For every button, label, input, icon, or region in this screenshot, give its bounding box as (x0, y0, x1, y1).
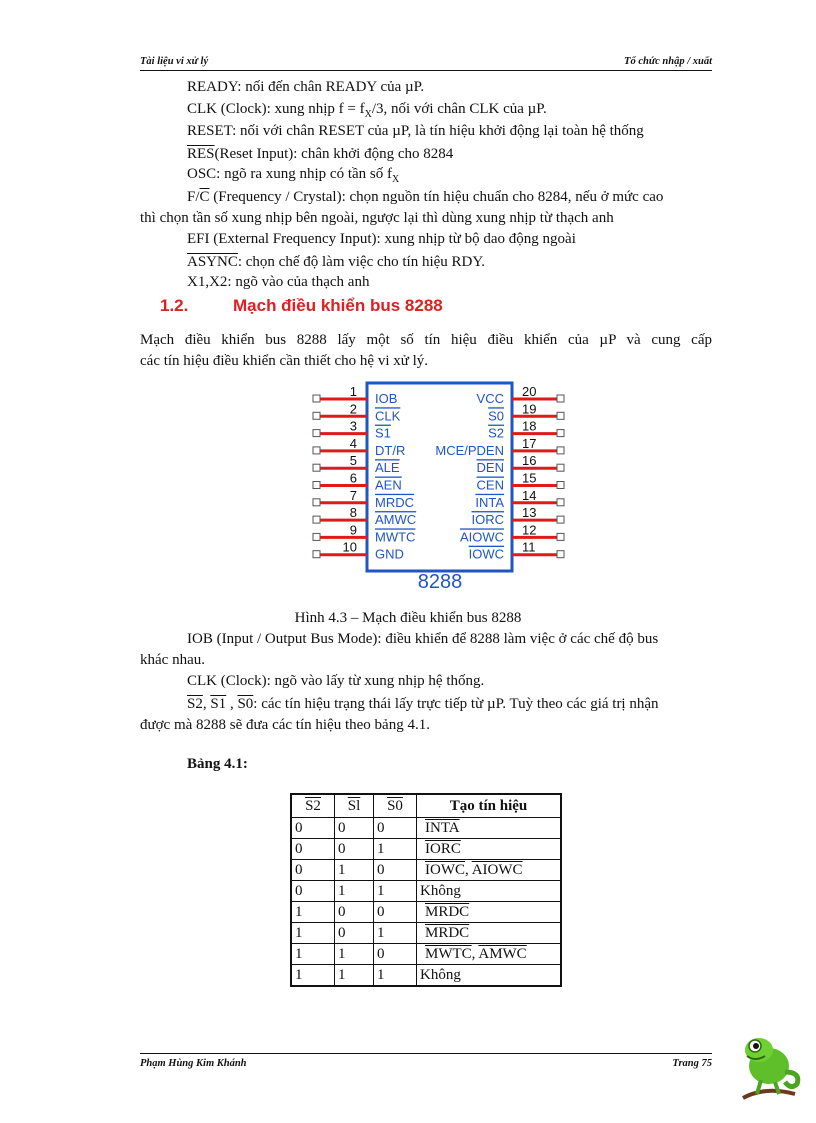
signal-name: MRDC (425, 904, 470, 920)
left-pin-label: AMWC (375, 512, 417, 528)
s2-name: S2 (187, 696, 203, 712)
line-fc-cont: thì chọn tần số xung nhịp bên ngoài, ngược lại thì dùng xung nhịp từ thạch anh (140, 210, 614, 226)
left-pin-number: 8 (349, 505, 357, 521)
cell-s1: 1 (335, 944, 374, 965)
desc-clk: CLK (Clock): ngõ vào lấy từ xung nhịp hệ thống. (187, 673, 485, 689)
signal-name: Không (420, 967, 461, 983)
signal-name-2: AMWC (478, 946, 527, 962)
chip-name: 8288 (417, 571, 463, 593)
sep-1: , (202, 696, 211, 712)
left-pin-pad (313, 395, 320, 402)
signal-name: Không (420, 883, 461, 899)
sep-2: , (226, 696, 238, 712)
signal-name: IORC (425, 841, 461, 857)
desc-status (187, 695, 659, 714)
right-pin-number: 19 (522, 401, 537, 417)
header-left: Tài liệu vi xử lý (140, 56, 209, 67)
table-row (291, 839, 561, 860)
left-pin-label: GND (375, 546, 404, 562)
left-pin-pad (313, 516, 320, 523)
right-pin-pad (557, 551, 564, 558)
cell-s1: 0 (335, 818, 374, 839)
desc-status-cont: được mà 8288 sẽ đưa các tín hiệu theo bảng 4.1. (140, 717, 430, 733)
right-pin-label: VCC (476, 391, 504, 406)
table-row (291, 818, 561, 839)
left-pin-pad (313, 447, 320, 454)
signal-name: MRDC (425, 925, 470, 941)
res-text: (Reset Input): chân khởi động cho 8284 (214, 146, 454, 162)
cell-signal (417, 944, 562, 965)
right-pin-pad (557, 533, 564, 540)
cell-s1: 0 (335, 923, 374, 944)
right-pin-pad (557, 482, 564, 489)
left-pin-pad (313, 482, 320, 489)
cell-s2: 0 (291, 860, 335, 881)
left-pin-number: 1 (349, 384, 357, 399)
right-pin-label: INTA (475, 494, 504, 510)
signal-name: IOWC (425, 862, 465, 878)
table-row (291, 881, 561, 902)
right-pin-number: 14 (522, 487, 537, 503)
cell-signal (417, 881, 562, 902)
cell-s1: 1 (335, 860, 374, 881)
cell-s0: 1 (374, 881, 417, 902)
cell-s0: 0 (374, 902, 417, 923)
fc-b: $\overline{C}$ (199, 189, 210, 205)
s0-name: S0 (237, 696, 254, 712)
footer-rule (140, 1053, 712, 1054)
cell-s0: 0 (374, 944, 417, 965)
right-pin-label: AIOWC (459, 529, 504, 545)
cell-s2: 0 (291, 881, 335, 902)
left-pin-pad (313, 551, 320, 558)
right-pin-number: 17 (522, 435, 537, 451)
left-pin-number: 2 (349, 401, 357, 417)
clk-text-b: /3, nối với chân CLK của µP. (371, 101, 547, 117)
right-pin-number: 13 (522, 505, 537, 521)
section-title: Mạch điều khiển bus 8288 (233, 296, 443, 315)
line-res (187, 145, 453, 164)
line-clk (187, 100, 547, 124)
header-rule (140, 70, 712, 71)
right-pin-label: IORC (471, 512, 504, 528)
osc-text: OSC: ngõ ra xung nhịp có tần số f (187, 166, 392, 182)
right-pin-pad (557, 447, 564, 454)
left-pin-pad (313, 464, 320, 471)
intro-line-2: các tín hiệu điều khiển cần thiết cho hệ vi xử lý. (140, 353, 429, 369)
fc-c: (Frequency / Crystal): chọn nguồn tín hiệu chuẩn cho 8284, nếu ở mức cao (209, 189, 664, 205)
signal-name: INTA (425, 820, 460, 836)
left-pin-number: 10 (342, 539, 357, 555)
right-pin-label: S2 (488, 425, 504, 441)
cell-s2: 0 (291, 818, 335, 839)
cell-s1: 0 (335, 902, 374, 923)
cell-s0: 1 (374, 839, 417, 860)
right-pin-pad (557, 464, 564, 471)
cell-s0: 1 (374, 923, 417, 944)
left-pin-pad (313, 430, 320, 437)
cell-s0: 0 (374, 818, 417, 839)
signal-separator: , (471, 946, 479, 962)
section-number: 1.2. (160, 296, 189, 315)
signal-separator: , (465, 862, 472, 878)
cell-signal (417, 923, 562, 944)
table-row (291, 965, 561, 987)
col-header-s0: S0 (374, 794, 417, 818)
left-pin-label: MWTC (375, 529, 416, 545)
left-pin-label: MRDC (375, 494, 414, 510)
left-pin-label: ALE (375, 460, 400, 476)
left-pin-label: AEN (375, 477, 402, 493)
footer-left: Phạm Hùng Kim Khánh (140, 1058, 247, 1069)
table-row (291, 860, 561, 881)
right-pin-number: 12 (522, 522, 537, 538)
cell-s2: 1 (291, 965, 335, 987)
line-ready: READY: nối đến chân READY của µP. (187, 79, 425, 95)
left-pin-label: IOB (375, 391, 398, 406)
cell-s1: 1 (335, 965, 374, 987)
right-pin-label: S0 (488, 408, 504, 424)
right-pin-pad (557, 516, 564, 523)
right-pin-number: 16 (522, 453, 537, 469)
cell-signal (417, 860, 562, 881)
right-pin-number: 18 (522, 418, 537, 434)
table-row (291, 902, 561, 923)
left-pin-pad (313, 412, 320, 419)
fc-a: F/ (187, 189, 200, 205)
figure-caption: Hình 4.3 – Mạch điều khiển bus 8288 (294, 610, 522, 626)
right-pin-pad (557, 499, 564, 506)
right-pin-number: 11 (522, 539, 536, 555)
line-reset: RESET: nối với chân RESET của µP, là tín hiệu khởi động lại toàn hệ thống (187, 123, 644, 139)
chip-8288-diagram (0, 375, 816, 595)
left-pin-label: DT/R (375, 442, 406, 458)
col-header-signal: Tạo tín hiệu (417, 794, 562, 818)
table-body (291, 818, 561, 987)
footer-right: Trang 75 (672, 1058, 712, 1069)
cell-s2: 0 (291, 839, 335, 860)
cell-signal (417, 818, 562, 839)
cell-s1: 1 (335, 881, 374, 902)
res-name: $\overline{RES}$ (187, 146, 215, 162)
cell-s0: 0 (374, 860, 417, 881)
async-text: : chọn chế độ làm việc cho tín hiệu RDY. (237, 254, 486, 270)
table-title: Bảng 4.1: (187, 756, 248, 772)
cell-signal (417, 902, 562, 923)
left-pin-pad (313, 533, 320, 540)
right-pin-number: 20 (522, 384, 537, 399)
table-row (291, 944, 561, 965)
right-pin-pad (557, 412, 564, 419)
clk-text-a: CLK (Clock): xung nhịp f = f (187, 101, 365, 117)
right-pin-label: CEN (476, 477, 504, 493)
line-fc (187, 188, 663, 207)
right-pin-number: 15 (522, 470, 537, 486)
line-async (187, 253, 485, 272)
cell-s2: 1 (291, 923, 335, 944)
left-pin-number: 3 (349, 418, 357, 434)
signal-name-2: AIOWC (471, 862, 523, 878)
cell-signal (417, 965, 562, 987)
cell-s0: 1 (374, 965, 417, 987)
col-header-s2: S2 (291, 794, 335, 818)
table-row (291, 923, 561, 944)
status-text: : các tín hiệu trạng thái lấy trực tiếp từ µP. Tuỳ theo các giá trị nhận (253, 696, 659, 712)
cell-s1: 0 (335, 839, 374, 860)
left-pin-number: 7 (349, 487, 357, 503)
left-pin-number: 5 (349, 453, 357, 469)
line-osc (187, 165, 399, 189)
signal-name: MWTC (425, 946, 472, 962)
intro-line-1: Mạch điều khiển bus 8288 lấy một số tín hiệu điều khiển của µP và cung cấp (140, 332, 712, 348)
left-pin-number: 9 (349, 522, 357, 538)
header-right: Tổ chức nhập / xuất (624, 56, 712, 67)
osc-sub: X (391, 174, 400, 185)
left-pin-number: 4 (349, 435, 357, 451)
line-x1x2: X1,X2: ngõ vào của thạch anh (187, 274, 370, 290)
right-pin-pad (557, 430, 564, 437)
s1-name: S1 (210, 696, 227, 712)
right-pin-label: IOWC (468, 546, 504, 562)
cell-s2: 1 (291, 944, 335, 965)
table-header-row (291, 794, 561, 818)
left-pin-label: CLK (375, 408, 401, 424)
cell-s2: 1 (291, 902, 335, 923)
left-pin-pad (313, 499, 320, 506)
left-pin-number: 6 (349, 470, 357, 486)
desc-iob: IOB (Input / Output Bus Mode): điều khiển để 8288 làm việc ở các chế độ bus (187, 631, 659, 647)
left-pin-label: S1 (375, 425, 391, 441)
async-name: ASYNC (187, 254, 238, 270)
cell-signal (417, 839, 562, 860)
desc-iob-cont: khác nhau. (140, 652, 205, 668)
right-pin-label: DEN (476, 460, 504, 476)
right-pin-pad (557, 395, 564, 402)
chameleon-mascot-icon (735, 1028, 805, 1108)
line-efi: EFI (External Frequency Input): xung nhịp từ bộ dao động ngoài (187, 231, 576, 247)
truth-table (290, 793, 562, 987)
right-pin-label: MCE/PDEN (435, 442, 504, 458)
clk-sub: X (364, 109, 372, 120)
col-header-s1: $\overline{Sl}$ (335, 794, 374, 818)
